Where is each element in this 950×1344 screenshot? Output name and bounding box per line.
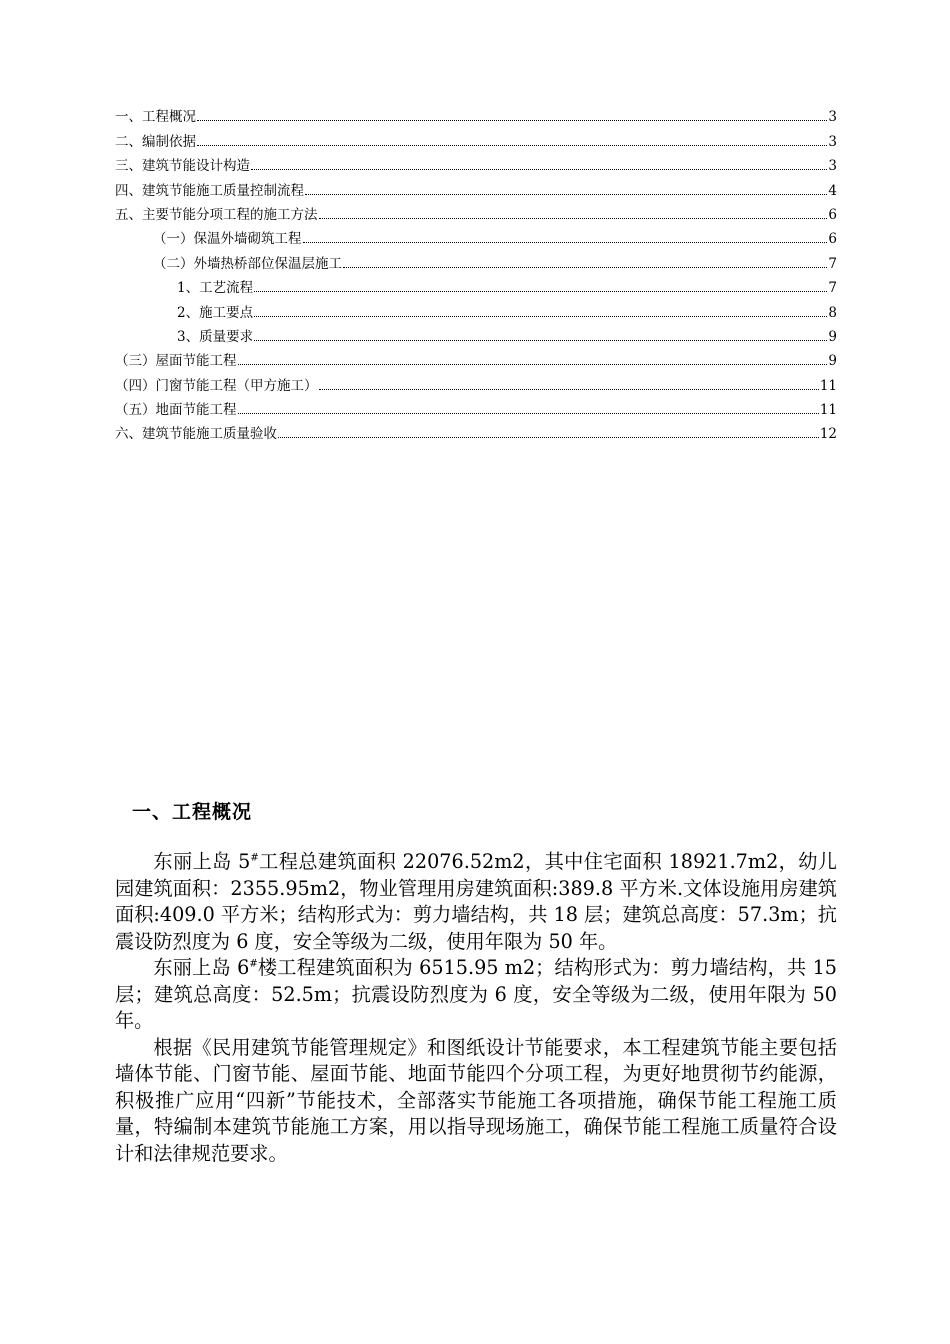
- toc-leader: [254, 339, 827, 341]
- toc-entry-text: （五）地面节能工程: [115, 402, 237, 419]
- toc-leader: [343, 266, 827, 268]
- toc-entry-page: 3: [828, 109, 837, 126]
- paragraph: [115, 955, 837, 1035]
- toc-entry[interactable]: [115, 418, 837, 442]
- toc-leader: [278, 436, 819, 438]
- toc-entry-page: 4: [828, 182, 837, 199]
- paragraph-text: 东丽上岛 6: [153, 956, 250, 979]
- paragraph: 根据《民用建筑节能管理规定》和图纸设计节能要求，本工程建筑节能主要包括墙体节能、门窗节能、屋面节能、地面节能四个分项工程，为更好地贯彻节约能源，积极推广应用“四新”节能技术，全部落实节能施工各项措施，确保节能工程施工质量，特编制本建筑节能施工方案，用以指导现场施工，确保节能工程施工质量符合设计和法律规范要求。: [115, 1035, 837, 1165]
- toc-leader: [254, 290, 827, 292]
- toc-entry[interactable]: [115, 150, 837, 174]
- toc-entry-text: （四）门窗节能工程（甲方施工）: [115, 377, 318, 394]
- toc-leader: [303, 241, 828, 243]
- paragraph-text: 楼工程建筑面积为 6515.95 m2；结构形式为：剪力墙结构，共 15 层；建筑总高度：52.5m；抗震设防烈度为 6 度，安全等级为二级，使用年限为 50 年。: [115, 956, 837, 1032]
- toc-entry-page: 11: [819, 377, 837, 394]
- toc-entry[interactable]: [115, 321, 837, 345]
- toc-entry[interactable]: [115, 296, 837, 320]
- toc-entry-page: 6: [828, 231, 837, 248]
- toc-entry-text: （一）保温外墙砌筑工程: [153, 231, 302, 248]
- toc-leader: [254, 315, 827, 317]
- toc-entry[interactable]: [115, 247, 837, 271]
- toc-entry-page: 8: [828, 304, 837, 321]
- toc-leader: [197, 144, 827, 146]
- toc-entry[interactable]: [115, 272, 837, 296]
- toc-entry[interactable]: [115, 101, 837, 125]
- toc-entry-text: 3、质量要求: [177, 328, 254, 345]
- toc-leader: [238, 412, 819, 414]
- toc-entry[interactable]: [115, 394, 837, 418]
- toc-leader: [319, 388, 819, 390]
- toc-entry-text: 六、建筑节能施工质量验收: [115, 426, 277, 443]
- paragraph: [115, 849, 837, 955]
- toc-entry-text: 四、建筑节能施工质量控制流程: [115, 182, 304, 199]
- toc-entry-page: 11: [819, 402, 837, 419]
- section-heading: 一、工程概况: [132, 801, 253, 823]
- toc-entry-text: 一、工程概况: [115, 109, 196, 126]
- toc-leader: [305, 193, 827, 195]
- superscript: #: [250, 852, 259, 864]
- toc-entry-text: 三、建筑节能设计构造: [115, 158, 250, 175]
- toc-leader: [197, 119, 827, 121]
- toc-entry-page: 12: [819, 426, 837, 443]
- toc-entry-text: （三）屋面节能工程: [115, 353, 237, 370]
- toc-leader: [251, 168, 827, 170]
- toc-entry-page: 9: [828, 353, 837, 370]
- toc-leader: [319, 217, 828, 219]
- toc-entry-text: 1、工艺流程: [177, 280, 254, 297]
- toc-entry[interactable]: [115, 369, 837, 393]
- toc-entry-page: 3: [828, 133, 837, 150]
- toc-entry-page: 7: [828, 255, 837, 272]
- toc-entry-text: 二、编制依据: [115, 133, 196, 150]
- paragraph-text: 东丽上岛 5: [153, 850, 251, 873]
- toc-entry-page: 3: [828, 158, 837, 175]
- paragraph-text: 工程总建筑面积 22076.52m2，其中住宅面积 18921.7m2，幼儿园建筑面积：2355.95m2，物业管理用房建筑面积:389.8 平方米.文体设施用房建筑面积:409.0 平方米；结构形式为：剪力墙结构，共 18 层；建筑总高度：57.3m；抗震设防烈度为 6 度，安全等级为二级，使用年限为 50 年。: [115, 850, 837, 953]
- toc-entry-text: （二）外墙热桥部位保温层施工: [153, 255, 342, 272]
- toc-entry-text: 五、主要节能分项工程的施工方法: [115, 206, 318, 223]
- toc-entry[interactable]: [115, 223, 837, 247]
- table-of-contents: [115, 101, 837, 442]
- toc-entry-page: 6: [828, 206, 837, 223]
- section-body: [115, 849, 837, 1167]
- toc-entry-page: 7: [828, 280, 837, 297]
- toc-entry[interactable]: [115, 174, 837, 198]
- toc-entry[interactable]: [115, 125, 837, 149]
- toc-leader: [238, 363, 828, 365]
- superscript: #: [249, 958, 258, 970]
- toc-entry-page: 9: [828, 328, 837, 345]
- toc-entry-text: 2、施工要点: [177, 304, 254, 321]
- toc-entry[interactable]: [115, 199, 837, 223]
- toc-entry[interactable]: [115, 345, 837, 369]
